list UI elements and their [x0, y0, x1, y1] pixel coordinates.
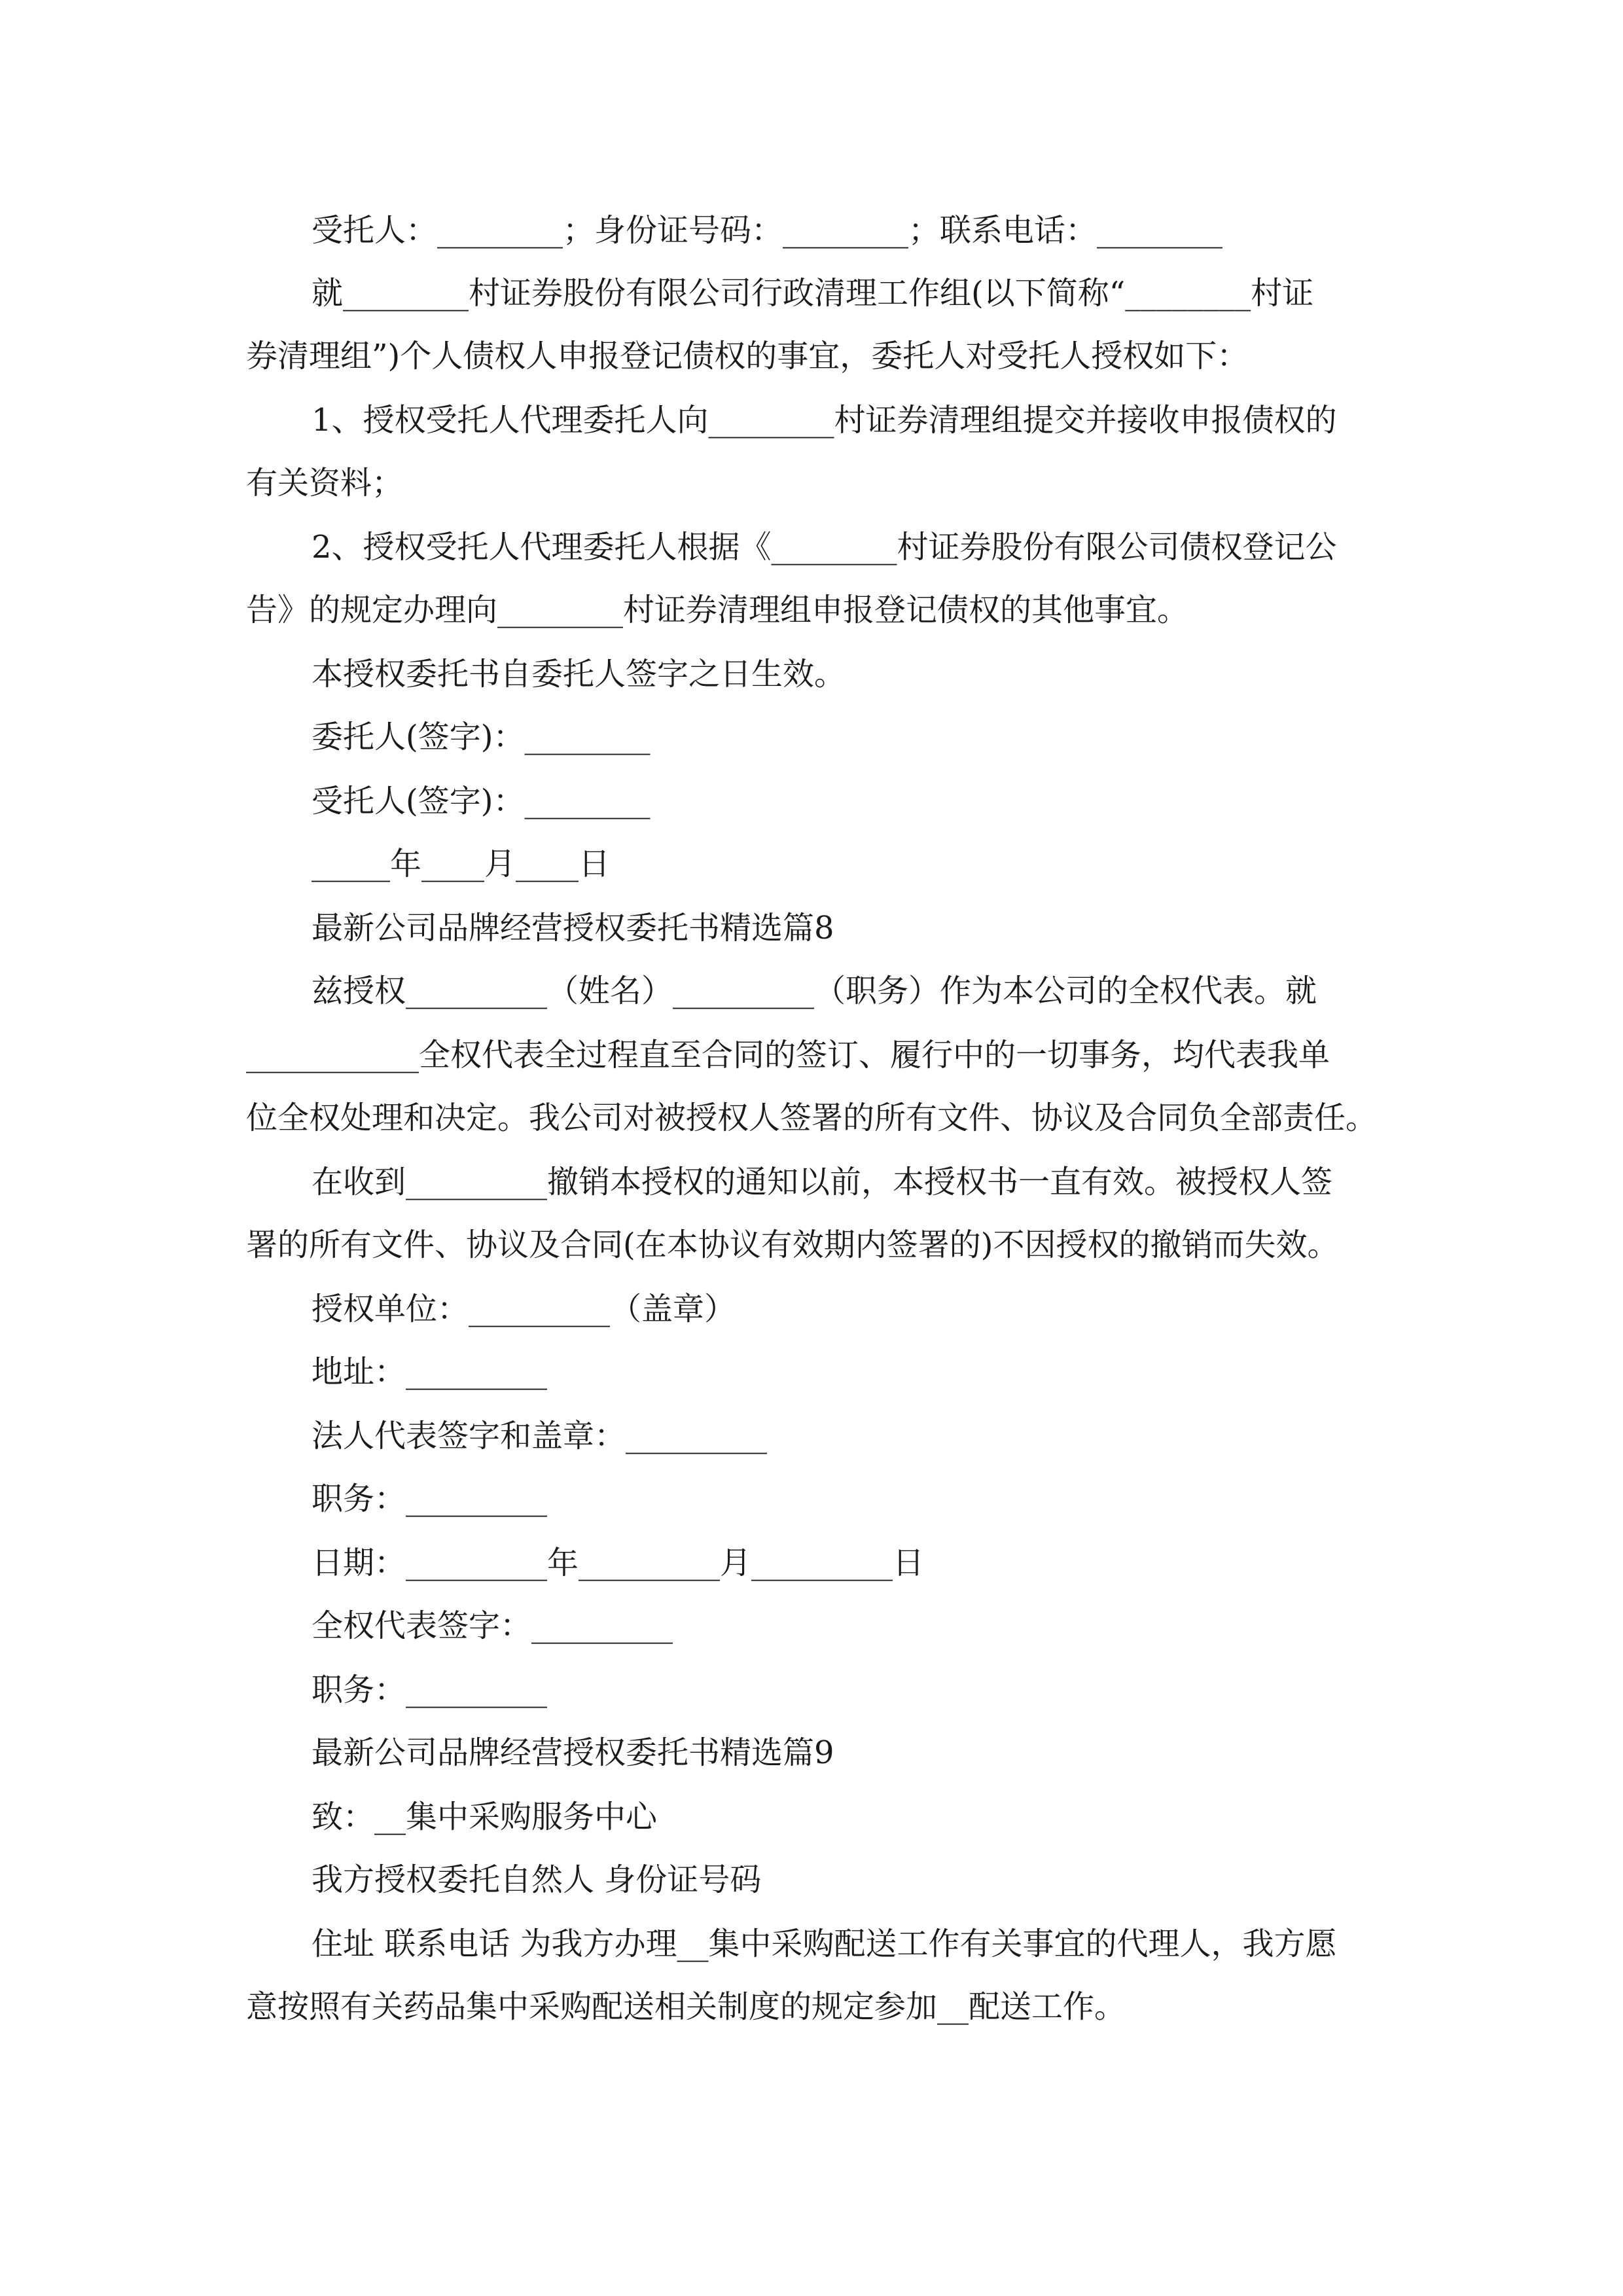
- text-line: 法人代表签字和盖章：_________: [312, 1418, 768, 1454]
- text-line: 1、授权受托人代理委托人向________村证券清理组提交并接收申报债权的: [312, 402, 1337, 439]
- text-line: 委托人(签字)：________: [312, 719, 651, 755]
- text-line: _____年____月____日: [312, 846, 611, 882]
- text-line: 位全权处理和决定。我公司对被授权人签署的所有文件、协议及合同负全部责任。: [246, 1100, 1378, 1136]
- text-line: 住址 联系电话 为我方办理__集中采购配送工作有关事宜的代理人，我方愿: [312, 1926, 1337, 1962]
- text-line: 有关资料；: [246, 465, 404, 501]
- text-line: 职务：_________: [312, 1480, 548, 1517]
- text-line: 地址：_________: [312, 1354, 548, 1390]
- text-line: 受托人(签字)：________: [312, 783, 651, 819]
- text-line: 致：__集中采购服务中心: [312, 1799, 658, 1835]
- text-line: 署的所有文件、协议及合同(在本协议有效期内签署的)不因授权的撤销而失效。: [246, 1227, 1339, 1263]
- text-line: 我方授权委托自然人 身份证号码: [312, 1861, 762, 1898]
- text-line: 告》的规定办理向________村证券清理组申报登记债权的其他事宜。: [246, 592, 1189, 628]
- text-line: 授权单位：_________（盖章）: [312, 1291, 736, 1327]
- text-line: 兹授权_________（姓名）_________（职务）作为本公司的全权代表。就: [312, 973, 1317, 1009]
- text-line: ___________全权代表全过程直至合同的签订、履行中的一切事务，均代表我单: [246, 1037, 1330, 1073]
- text-line: 受托人：________；身份证号码：________；联系电话：________: [312, 212, 1223, 249]
- text-line: 在收到_________撤销本授权的通知以前，本授权书一直有效。被授权人签: [312, 1164, 1333, 1200]
- text-line: 本授权委托书自委托人签字之日生效。: [312, 656, 846, 692]
- text-line: 券清理组”)个人债权人申报登记债权的事宜，委托人对受托人授权如下：: [246, 338, 1249, 374]
- section-heading: 最新公司品牌经营授权委托书精选篇8: [312, 910, 834, 946]
- text-line: 意按照有关药品集中采购配送相关制度的规定参加__配送工作。: [246, 1988, 1126, 2025]
- text-line: 就________村证券股份有限公司行政清理工作组(以下简称“________村证: [312, 275, 1314, 312]
- text-line: 2、授权受托人代理委托人根据《________村证券股份有限公司债权登记公: [312, 529, 1337, 565]
- section-heading: 最新公司品牌经营授权委托书精选篇9: [312, 1734, 834, 1771]
- text-line: 日期：_________年_________月_________日: [312, 1545, 925, 1581]
- text-line: 全权代表签字：_________: [312, 1607, 673, 1644]
- text-line: 职务：_________: [312, 1672, 548, 1708]
